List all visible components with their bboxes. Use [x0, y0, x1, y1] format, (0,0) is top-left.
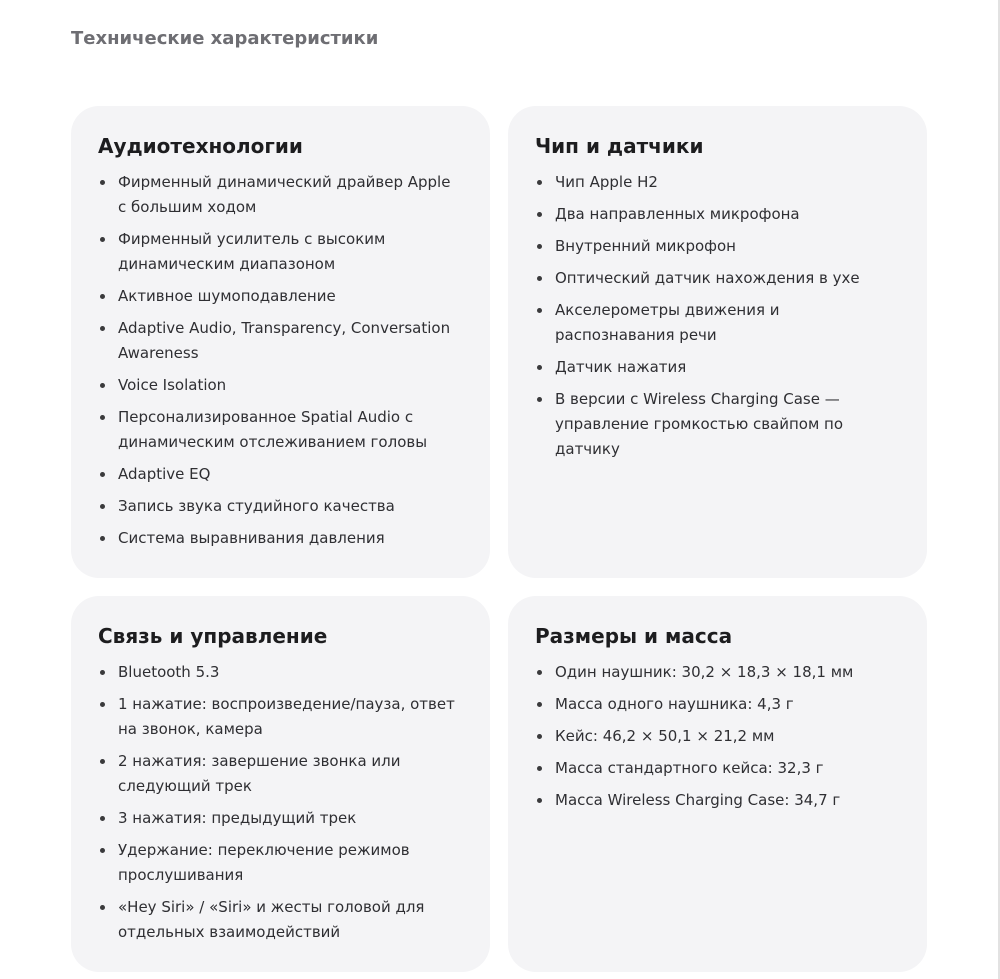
list-item: [98, 170, 463, 220]
list-item-text: Система выравнивания давления: [118, 529, 385, 547]
list-item: [98, 405, 463, 455]
bullet-icon: [537, 702, 542, 707]
list-item: [98, 284, 463, 309]
list-item: [535, 298, 900, 348]
list-item: [98, 895, 463, 945]
bullet-icon: [537, 180, 542, 185]
list-item-text: Активное шумоподавление: [118, 287, 336, 305]
bullet-icon: [100, 237, 105, 242]
spec-list: [535, 170, 900, 462]
spec-card-audio: [71, 106, 490, 578]
card-title: Размеры и масса: [535, 624, 733, 648]
list-item-text: Оптический датчик нахождения в ухе: [555, 269, 860, 287]
bullet-icon: [100, 816, 105, 821]
card-title: Аудиотехнологии: [98, 134, 303, 158]
card-title: Чип и датчики: [535, 134, 704, 158]
spec-card-connectivity: [71, 596, 490, 972]
list-item-text: Adaptive Audio, Transparency, Conversation Awareness: [118, 319, 451, 362]
bullet-icon: [537, 276, 542, 281]
spec-list: [535, 660, 900, 813]
bullet-icon: [100, 670, 105, 675]
bullet-icon: [100, 848, 105, 853]
bullet-icon: [537, 212, 542, 217]
list-item: [535, 234, 900, 259]
list-item-text: Фирменный усилитель с высоким динамическим диапазоном: [118, 230, 386, 273]
list-item: [98, 806, 463, 831]
bullet-icon: [537, 734, 542, 739]
list-item-text: Кейс: 46,2 × 50,1 × 21,2 мм: [555, 727, 775, 745]
list-item: [98, 749, 463, 799]
bullet-icon: [537, 365, 542, 370]
list-item-text: Масса стандартного кейса: 32,3 г: [555, 759, 824, 777]
list-item-text: Внутренний микрофон: [555, 237, 736, 255]
list-item-text: Два направленных микрофона: [555, 205, 800, 223]
bullet-icon: [537, 670, 542, 675]
bullet-icon: [100, 536, 105, 541]
list-item-text: Масса одного наушника: 4,3 г: [555, 695, 794, 713]
bullet-icon: [100, 472, 105, 477]
list-item-text: Bluetooth 5.3: [118, 663, 220, 681]
bullet-icon: [100, 326, 105, 331]
list-item-text: 1 нажатие: воспроизведение/пауза, ответ на звонок, камера: [118, 695, 455, 738]
spec-card-dimensions: [508, 596, 927, 972]
bullet-icon: [537, 308, 542, 313]
bullet-icon: [537, 397, 542, 402]
bullet-icon: [100, 180, 105, 185]
bullet-icon: [100, 759, 105, 764]
list-item-text: Запись звука студийного качества: [118, 497, 395, 515]
list-item-text: Adaptive EQ: [118, 465, 211, 483]
list-item: [535, 692, 900, 717]
list-item: [98, 526, 463, 551]
list-item: [98, 692, 463, 742]
list-item-text: «Hey Siri» / «Siri» и жесты головой для отдельных взаимодействий: [118, 898, 425, 941]
bullet-icon: [100, 294, 105, 299]
list-item: [98, 373, 463, 398]
list-item-text: 2 нажатия: завершение звонка или следующий трек: [118, 752, 401, 795]
list-item: [535, 387, 900, 462]
bullet-icon: [100, 702, 105, 707]
list-item-text: В версии с Wireless Charging Case — управление громкостью свайпом по датчику: [555, 390, 844, 458]
bullet-icon: [100, 415, 105, 420]
spec-list: [98, 660, 463, 945]
list-item-text: Удержание: переключение режимов прослушивания: [118, 841, 410, 884]
list-item-text: Масса Wireless Charging Case: 34,7 г: [555, 791, 841, 809]
list-item: [535, 170, 900, 195]
list-item: [98, 838, 463, 888]
bullet-icon: [537, 766, 542, 771]
list-item: [98, 494, 463, 519]
list-item-text: Фирменный динамический драйвер Apple с большим ходом: [118, 173, 451, 216]
bullet-icon: [100, 383, 105, 388]
spec-list: [98, 170, 463, 551]
card-title: Связь и управление: [98, 624, 328, 648]
bullet-icon: [100, 504, 105, 509]
list-item: [98, 227, 463, 277]
list-item-text: Voice Isolation: [118, 376, 227, 394]
list-item: [535, 756, 900, 781]
list-item: [98, 316, 463, 366]
list-item-text: Акселерометры движения и распознавания речи: [555, 301, 780, 344]
list-item: [535, 788, 900, 813]
list-item-text: Персонализированное Spatial Audio с динамическим отслеживанием головы: [118, 408, 428, 451]
list-item: [98, 660, 463, 685]
list-item: [535, 724, 900, 749]
bullet-icon: [100, 905, 105, 910]
list-item-text: Чип Apple H2: [555, 173, 658, 191]
list-item: [535, 202, 900, 227]
list-item: [535, 355, 900, 380]
list-item-text: 3 нажатия: предыдущий трек: [118, 809, 357, 827]
list-item: [535, 266, 900, 291]
bullet-icon: [537, 244, 542, 249]
spec-card-chip: [508, 106, 927, 578]
list-item-text: Датчик нажатия: [555, 358, 687, 376]
bullet-icon: [537, 798, 542, 803]
list-item: [535, 660, 900, 685]
list-item-text: Один наушник: 30,2 × 18,3 × 18,1 мм: [555, 663, 854, 681]
page-title: Технические характеристики: [71, 28, 379, 49]
list-item: [98, 462, 463, 487]
